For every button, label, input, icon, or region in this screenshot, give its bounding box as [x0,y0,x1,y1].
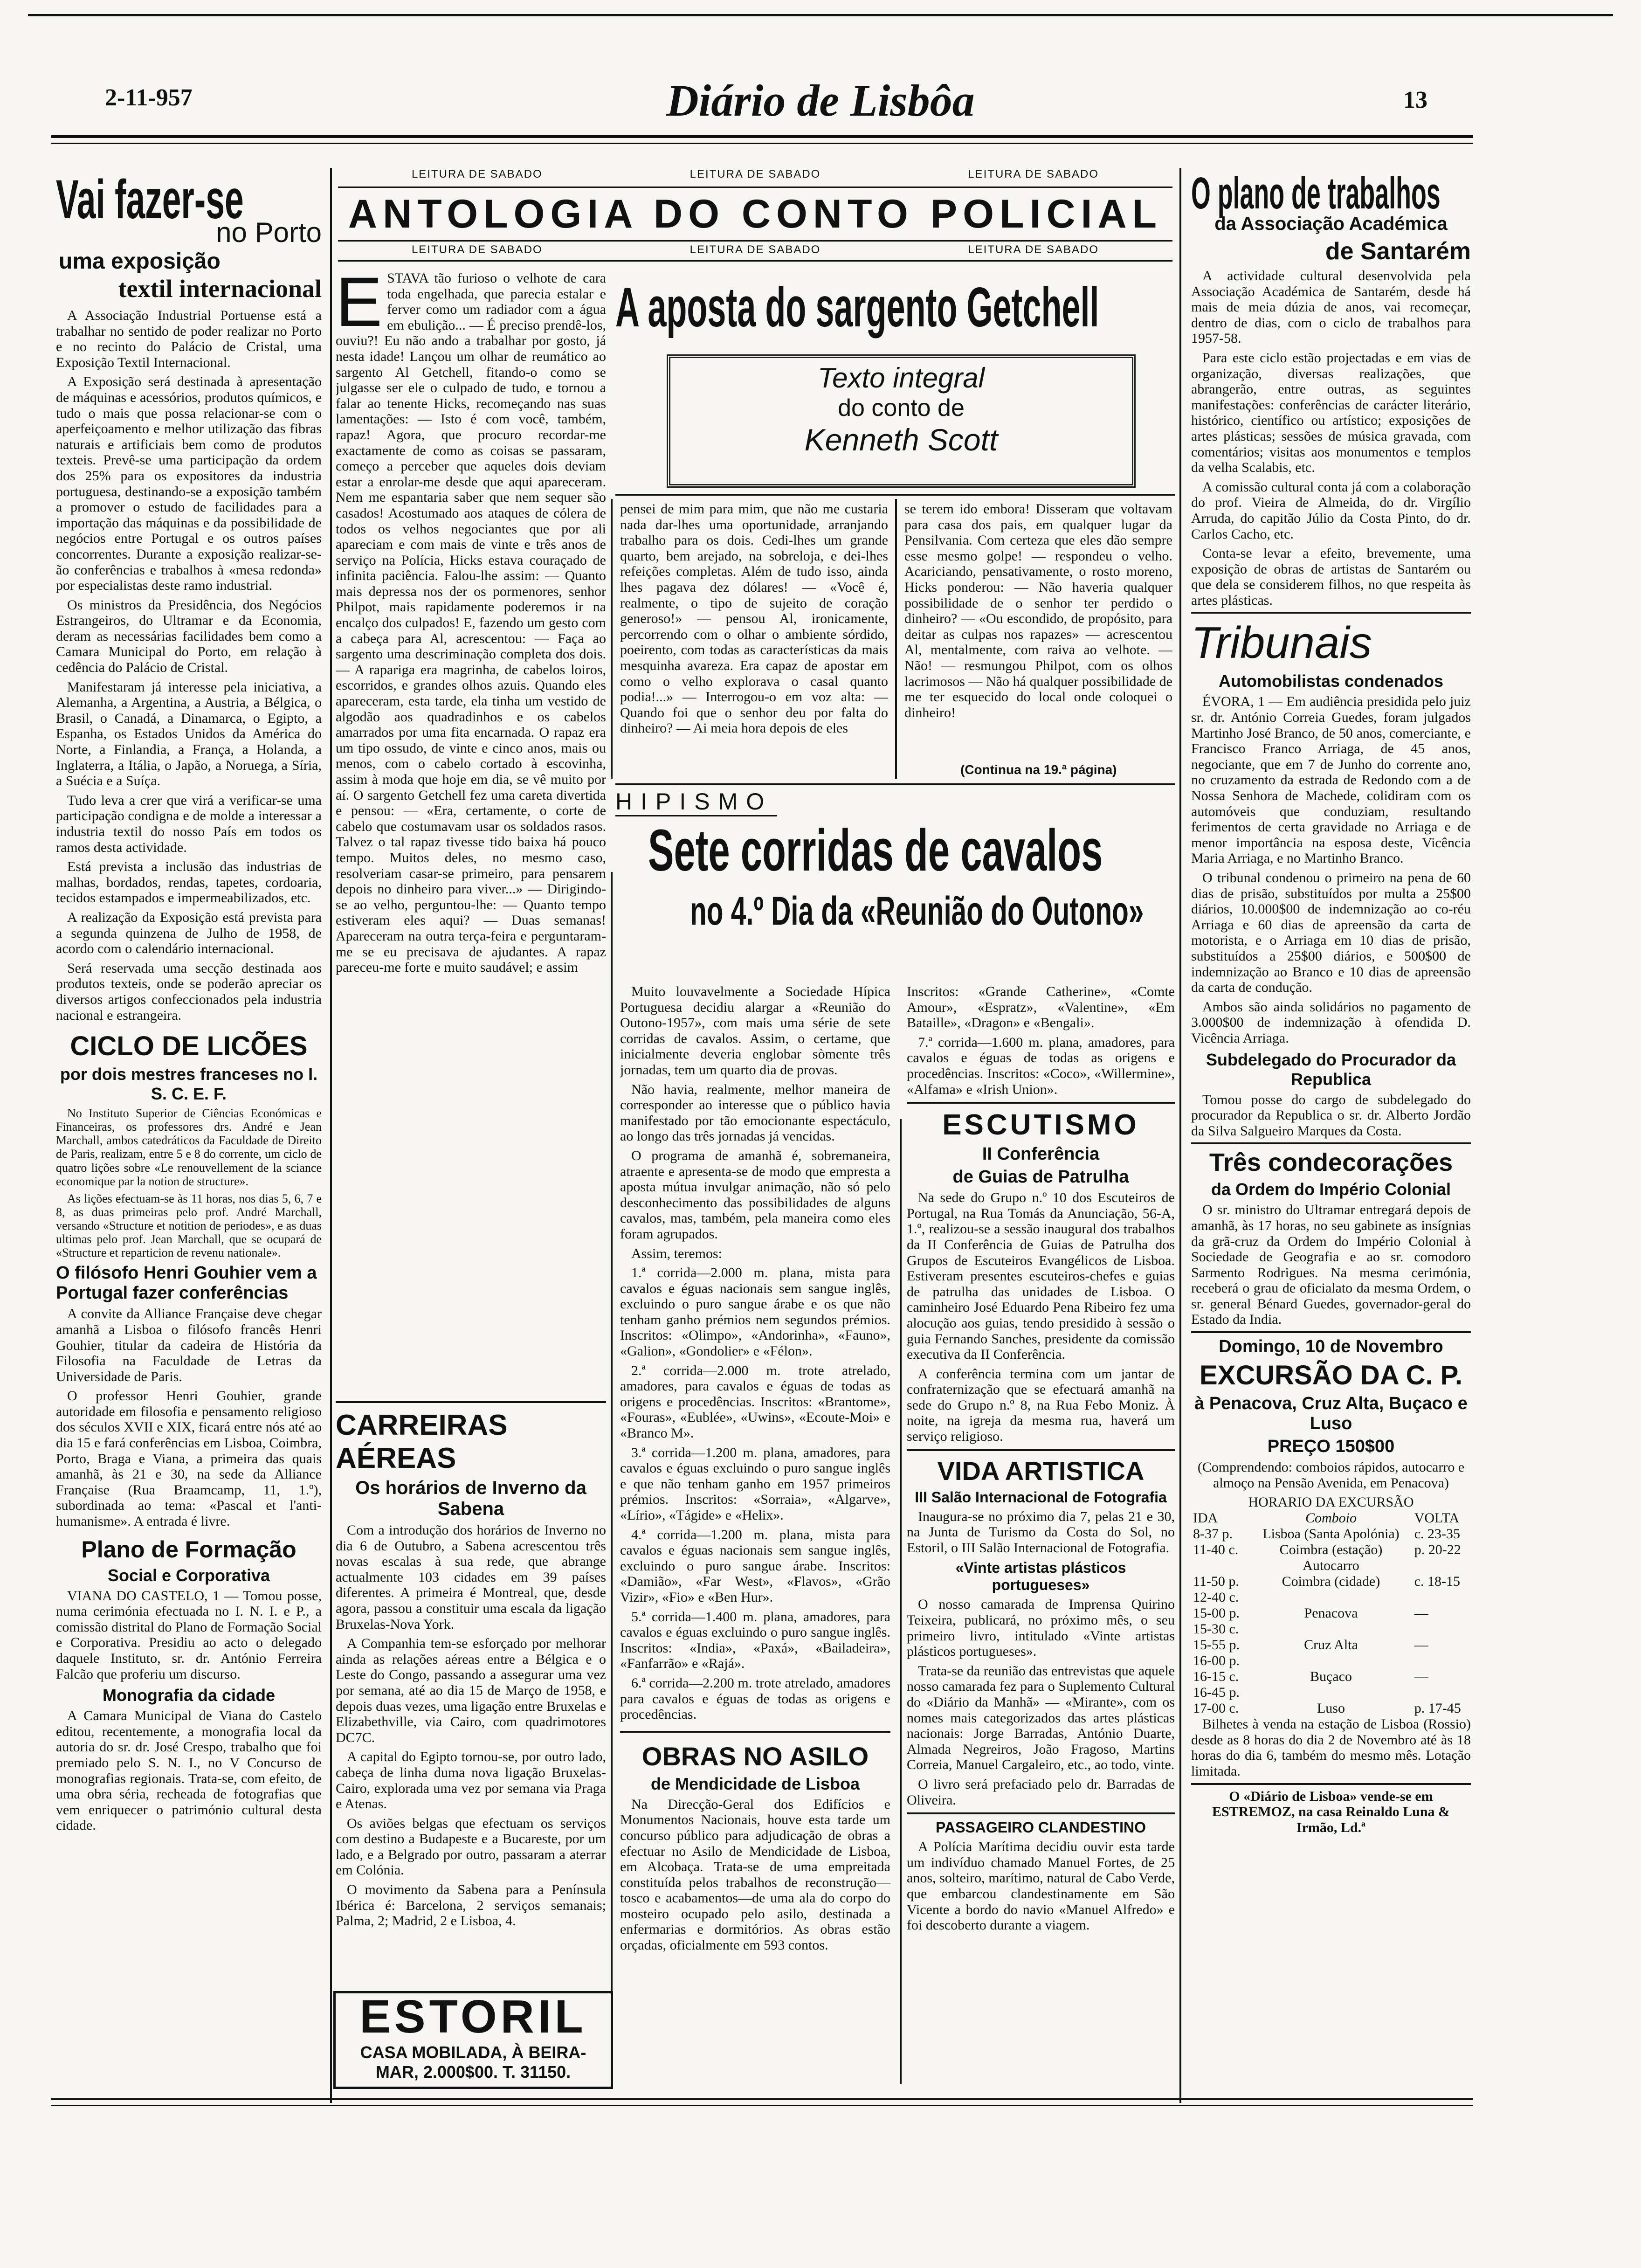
right-column: O plano de trabalhos da Associação Académica de Santarém A actividade cultural desenvolvida pela Associação Académica de Santarém, desde há mais de meia dúzia de anos, vai recomeçar, dentro de dias, com o ciclo de trabalhos para 1957-58. Para este ciclo estão projectadas e em vias de organização, diversas realizações, que abrangerão, entre outras, as seguintes manifestações: conferências de carácter literário, histórico, científico ou artístico; exposições de artes plásticas; sessões de música gravada, com comentários; visitas aos monumentos e templos da velha Scalabis, etc. A comissão cultural conta já com a colaboração do prof. Vieira de Almeida, do dr. Virgílio Arruda, do capitão Júlio da Costa Pinto, do dr. Carlos Cacho, etc. Conta-se levar a efeito, brevemente, uma exposição de obras de artistas de Santarém ou que dela se considerem filhos, no que respeita às artes plásticas. Tribunais Automobilistas condenados ÉVORA, 1 — Em audiência presidida pelo juiz sr. dr. António Correia Guedes, foram julgados Martinho José Branco, de 50 anos, comerciante, e Francisco Franco Arriaga, de 45 anos, negociante, que em 7 de Junho do corrente ano, no cruzamento da estrada de Redondo com a de Nossa Senhora de Machede, colidiram com os automóveis que conduziam, resultando ferimentos de certa gravidade no Arriaga e de menor importância na esposa deste, Vicência Maria Arriaga, e no Martinho Branco. O tribunal condenou o primeiro na pena de 60 dias de prisão, substituídos por multa a 25$00 diários, 10.000$00 de indemnização ao co-réu Arriaga e 60 dias de apreensão da carta de motorista, e o Arriaga em 10 dias de prisão, substituídos a 25$00 diários, e 500$00 de indemnização ao Branco e 10 dias de apreensão da carta de condução. Ambos são ainda solidários no pagamento de 3.000$00 de indemnização à ofendida D. Vicência Arriaga. Subdelegado do Procurador da Republica Tomou posse do cargo de subdelegado do procurador da Republica o sr. dr. Alberto Jordão da Silva Salgueiro Marques da Costa. Três condecorações da Ordem do Império Colonial O sr. ministro do Ultramar entregará depois de amanhã, às 17 horas, no seu gabinete as insígnias da grã-cruz da Ordem do Império Colonial à Sociedade de Geografia e ao sr. comodoro Sarmento Rodrigues. Na mesma cerimónia, receberá o grau de oficialato da mesma Ordem, o sr. general Bénard Guedes, governador-geral do Estado da India. Domingo, 10 de Novembro EXCURSÃO DA C. P. à Penacova, Cruz Alta, Buçaco e Luso PREÇO 150$00 (Comprendendo: comboios rápidos, autocarro e almoço na Pensão Avenida, em Penacova) HORARIO DA EXCURSÃO IDA Comboio VOLTA 8-37 p. Lisboa (Santa Apolónia) c. 23-35 11-40 c. Coimbra (estação) p. 20-22 Autocarro 11-50 p. Coimbra (cidade) c. 18-15 12-40 c. 15-00 p. Penacova — 15-30 c. 15-55 p. Cruz Alta — 16-00 p. 16-15 c. Buçaco — 16-45 p. 17-00 c. Luso p. 17-45 Bilhetes à venda na estação de Lisboa (Rossio) desde as 8 horas do dia 2 de Novembro até às 18 horas do dia 6, também do mesmo mês. Lotação limitada. O «Diário de Lisboa» vende-se em ESTREMOZ, na casa Reinaldo Luna & Irmão, Ld.ª [1191,168,1471,1835]
table-cell: 16-15 c. [1193,1669,1239,1685]
tag-leitura: LEITURA DE SABADO [968,168,1099,180]
headline-vida: VIDA ARTISTICA [937,1456,1145,1486]
table-cell: Lisboa (Santa Apolónia) [1262,1526,1400,1542]
table-row [1191,1558,1471,1574]
paragraph: A Camara Municipal de Viana do Castelo editou, recentemente, a monografia local da autoria do sr. dr. José Crespo, trabalho que foi premiado pelo S. N. I., no V Concurso de monografias regionais. Trata-se, com efeito, de uma obra séria, recheada de fotografias que vem enriquecer o património cultural desta cidade. [56,1708,322,1833]
table-cell: Autocarro [1303,1558,1359,1574]
excursion-date: Domingo, 10 de Novembro [1219,1337,1443,1357]
paragraph: O professor Henri Gouhier, grande autoridade em filosofia e pensamento religioso dos séculos XVII e XIX, ficará entre nós até ao dia 15 e fará conferências em Lisboa, Coimbra, Porto, Braga e Viana, a primeira das quais amanhã, às 21 e 30, na sede da Alliance Française (Rua Braamcamp, 11, 1.º), subordinada ao tema: «Pascal et l'anti-humanisme». A entrada é livre. [56,1388,322,1529]
table-cell: 15-00 p. [1193,1605,1240,1621]
estoril-headline: ESTORIL [359,1991,587,2043]
headline-vai-fazer-se: Vai fazer-se [56,169,244,230]
table-cell: 12-40 c. [1193,1590,1239,1605]
col-header: VOLTA [1414,1510,1460,1526]
table-row [1191,1621,1471,1637]
col-header: Comboio [1305,1510,1357,1526]
paragraph: A realização da Exposição está prevista para a segunda quinzena de Julho de 1958, de acordo com o calendário internacional. [56,909,322,957]
subheadline-santarem: de Santarém [1325,238,1471,265]
table-cell: p. 17-45 [1414,1701,1461,1716]
table-cell: — [1414,1605,1428,1621]
table-cell: 15-30 c. [1193,1621,1239,1637]
headline-ciclo: CICLO DE LICÕES [70,1031,308,1062]
tag-leitura: LEITURA DE SABADO [689,168,821,180]
excursion-price: PREÇO 150$00 [1267,1437,1395,1457]
story-title: A aposta do sargento Getchell [615,276,1099,339]
table-cell: c. 23-35 [1414,1526,1461,1542]
headline-gouhier: O filósofo Henri Gouhier vem a Portugal fazer conferências [56,1263,317,1303]
table-cell [1191,1558,1249,1574]
hipismo-subheadline: no 4.º Dia da «Reunião do Outono» [690,889,1144,933]
headline-exposicao: uma exposição [59,249,221,274]
headline-textil: textil internacional [118,275,322,303]
tag-leitura: LEITURA DE SABADO [411,168,543,180]
headline-carreiras: CARREIRAS AÉREAS [336,1409,508,1474]
subheadline-vida: III Salão Internacional de Fotografia [915,1488,1167,1506]
left-column [56,168,322,2098]
continued-note: (Continua na 19.ª página) [960,762,1117,777]
paragraph: Tudo leva a crer que virá a verificar-se uma participação condigna e de molde a interessar a industria textil do nosso País em todos os ramos desta actividade. [56,792,322,855]
distribution-note: O «Diário de Lisboa» vende-se em ESTREMOZ, na casa Reinaldo Luna & Irmão, Ld.ª [1212,1788,1450,1835]
estoril-ad [333,1991,613,2089]
box-line-3: Kenneth Scott [804,422,998,457]
subheadline-excursao: à Penacova, Cruz Alta, Buçaco e Luso [1194,1394,1468,1434]
subheadline-ordem: da Ordem do Império Colonial [1211,1180,1451,1199]
table-header-row [1191,1510,1471,1526]
table-cell: — [1414,1669,1428,1685]
paragraph: Está prevista a inclusão das industrias de malhas, bordados, rendas, tapetes, cordoaria, tecidos estampados e impermeabilizados, etc. [56,859,322,906]
table-cell: 15-55 p. [1193,1637,1240,1653]
table-row [1191,1574,1471,1590]
table-cell: Penacova [1304,1605,1358,1621]
headline-plano-trabalhos: O plano de trabalhos [1191,168,1441,218]
story-text: ESTAVA tão furioso o velhote de cara toda engelhada, que parecia estalar e ferver como um radiador com a água em ebulição... — É preciso prendê-los, ouviu?! Eu não ando a trabalhar por gosto, já nesta idade! Lançou um olhar de reumático ao sargento Al Getchell, fitando-o como se julgasse ser ele o culpado de tudo, e tornou a falar ao tenente Hicks, recomeçando nas suas lamentações: — Isto é com você, também, rapaz! Agora, que procuro recordar-me exactamente de como as coisas se passaram, começo a perceber que aqueles dois deviam estar a enrolar-me desde que aqui apareceram. Nem me espantaria saber que nem sequer são casados! Acostumado aos ataques de cólera de todos os velhos negociantes que por ali apareciam e com mais de vinte e três anos de serviço na Polícia, Hicks estava couraçado de infinita paciência. Falou-lhe assim: — Quanto mais depressa nos der os pormenores, senhor Philpot, mais rapidamente poderemos ir na encalço dos culpados! E, fazendo um gesto com a cabeça para Al, acrescentou: — Faça ao sargento uma descriminação completa dos dois. — A rapariga era magrinha, de cabelos loiros, escorridos, e grandes olhos azuis. Quando eles apareceram, esta tarde, ela tinha um vestido de algodão aos quadradinhos e os cabelos amarrados por uma fita encarnada. O rapaz era um tipo ossudo, de vinte e cinco anos, mais ou menos, com o cabelo cortado à escovinha, assim à moda que hoje em dia, se vê muito por aí. O sargento Getchell fez uma careta divertida e pensou: — «Era, certamente, o corte de cabelo que costumavam usar os soldados rasos. Talvez o tal rapaz tivesse tido baixa há pouco tempo. Muitos deles, no mesmo caso, resolveriam casar-se primeiro, para pensarem depois no dinheiro para viver...» — Dirigindo-se ao velho, perguntou-lhe: — Quanto tempo estiveram eles aqui? — Duas semanas! Apareceram na outra terça-feira e perguntaram-me se eu precisava de ajudantes. A rapaz pareceu-me forte e muito saudável; e assim [336,270,606,975]
table-row [1191,1590,1471,1605]
carreiras-column: CARREIRAS AÉREAS Os horários de Inverno da Sabena Com a introdução dos horários de Inverno no dia 6 de Outubro, a Sabena acrescentou três novas escalas à sua rede, que abrange actualmente 103 cidades em 39 países diferentes. A primeira é Montreal, que, desde agora, passou a constituir uma escala da ligação Bruxelas-Nova York. A Companhia tem-se esforçado por melhorar ainda as relações aéreas entre a Bélgica e o Leste do Congo, passando a assegurar uma vez por semana, até ao dia 15 de Março de 1958, e depois duas vezes, uma ligação entre Bruxelas e Elizabethville, via Cairo, com quadrimotores DC7C. A capital do Egipto tornou-se, por outro lado, cabeça de linha duma nova ligação Bruxelas-Cairo, explorada uma vez por semana via Praga e Atenas. Os aviões belgas que efectuam os serviços com destino a Budapeste e a Bucareste, por um lado, e a Belgrado por outro, passaram a aterrar em Colónia. O movimento da Sabena para a Península Ibérica é: Barcelona, 2 serviços semanais; Palma, 2; Madrid, 2 e Lisboa, 4. [336,1409,606,1929]
table-cell: Buçaco [1310,1669,1352,1685]
headline-escutismo: ESCUTISMO [942,1109,1139,1141]
box-line-1: Texto integral [817,362,985,394]
subheadline-carreiras: Os horários de Inverno da Sabena [355,1478,586,1519]
hipismo-column-2: Inscritos: «Grande Catherine», «Comte Amour», «Espratz», «Valentine», «Em Bataille», «Dragon» e «Bengali». 7.ª corrida—1.600 m. plana, amadores, para cavalos e éguas de todas as origens e procedências. Inscritos: «Coco», «Willermine», «Alfama» e «Irish Union». ESCUTISMO II Conferência de Guias de Patrulha Na sede do Grupo n.º 10 dos Escuteiros de Portugal, na Rua Tomás da Anunciação, 56-A, 1.º, realizou-se a sessão inaugural dos trabalhos da II Conferência de Guias de Patrulha dos Grupos de Escuteiros Evangélicos de Lisboa. Estiveram presentes escuteiros-chefes e guias de patrulha das unidades de Lisboa. O caminheiro José Eduardo Pena Ribeiro fez uma alocução aos guias, tendo presidido à sessão o guia Fernando Sanches, presidente da comissão executiva da II Conferência. A conferência termina com um jantar de confraternização que se efectuará amanhã na sede do Grupo n.º 8, na Rua Febo Moniz. À noite, na igreja da mesma rua, haverá um serviço religioso. VIDA ARTISTICA III Salão Internacional de Fotografia Inaugura-se no próximo dia 7, pelas 21 e 30, na Junta de Turismo da Costa do Sol, no Estoril, o III Salão Internacional de Fotografia. «Vinte artistas plásticos portugueses» O nosso camarada de Imprensa Quirino Teixeira, publicará, no próximo mês, o seu primeiro livro, intitulado «Vinte artistas plásticos portugueses». Trata-se da reunião das entrevistas que aquele nosso camarada fez para o Suplemento Cultural do «Diário da Manhã» — «Mirante», com os nomes mais categorizados das artes plásticas nacionais: Jorge Barradas, António Duarte, Almada Negreiros, João Fragoso, Martins Correia, Manuel Cargaleiro, etc., ao todo, vinte. O livro será prefaciado pelo dr. Barradas de Oliveira. PASSAGEIRO CLANDESTINO A Polícia Marítima decidiu ouvir esta tarde um indivíduo chamado Manuel Fortes, de 25 anos, solteiro, marítimo, natural de Cabo Verde, que embarcou clandestinamente em São Vicente a bordo do navio «Manuel Alfredo» e foi descoberto durante a viagem. [907,984,1175,1933]
headline-passageiro: PASSAGEIRO CLANDESTINO [936,1819,1146,1836]
headline-asilo: OBRAS NO ASILO [641,1741,869,1771]
table-cell [1413,1590,1471,1605]
tag-leitura: LEITURA DE SABADO [968,243,1099,256]
table-cell [1249,1621,1412,1637]
table-cell: 17-00 c. [1193,1701,1239,1716]
page-date: 2-11-957 [105,84,193,111]
hipismo-header [615,788,1175,881]
subheadline-escutismo-1: II Conferência [982,1144,1100,1164]
headline-subdelegado: Subdelegado do Procurador da Republica [1206,1050,1456,1089]
box-line-2: do conto de [838,394,965,422]
antologia-header [338,168,1172,266]
paragraph: Será reservada uma secção destinada aos produtos texteis, onde se poderão apreciar os diversos artigos confeccionados pela industria nacional e estrangeira. [56,960,322,1023]
subheadline-plano: Social e Corporativa [107,1565,270,1585]
paragraph: A convite da Alliance Française deve chegar amanhã a Lisboa o filósofo francês Henri Gouhier, titular da cadeira de História da Filosofia na Faculdade de Letras da Universidade de Paris. [56,1306,322,1384]
antologia-title: ANTOLOGIA DO CONTO POLICIAL [348,192,1163,236]
subheadline-ciclo: por dois mestres franceses no I. S. C. E. F. [60,1065,318,1104]
headline-monografia: Monografia da cidade [102,1686,276,1705]
table-row [1191,1669,1471,1685]
paragraph: A Exposição será destinada à apresentação de máquinas e acessórios, produtos químicos, e tudo o mais que possa relacionar-se com o aperfeiçoamento e melhor utilização das fibras naturais e artificiais bem como de produtos texteis. Prevê-se uma participação da ordem dos 25% para os expositores da industria portuguesa, destinando-se a exposição também a promover o estudo de facilidades para a importação das máquinas e da possibilidade de negócios entre Portugal e os outros países concorrentes. Durante a exposição realizar-se-ão conferências e trabalhos à «mesa redonda» por especialistas deste ramo industrial. [56,374,322,594]
headline-condecoracoes: Três condecorações [1209,1148,1453,1177]
headline-excursao: EXCURSÃO DA C. P. [1200,1360,1462,1391]
hipismo-tag: HIPISMO [615,788,777,816]
table-cell: 16-00 p. [1193,1653,1240,1669]
table-cell [1249,1653,1412,1669]
table-cell [1413,1653,1471,1669]
excursion-schedule [1191,1510,1471,1716]
headline-no-porto: no Porto [216,217,322,248]
subheadline-vinte: «Vinte artistas plásticos portugueses» [955,1559,1126,1594]
tag-leitura: LEITURA DE SABADO [689,243,821,256]
table-cell [1413,1685,1471,1701]
paragraph: No Instituto Superior de Ciências Económicas e Financeiras, os professores drs. André e Jean Marchall, ambos catedráticos da Faculdade de Direito de Paris, realizam, entre 5 e 8 do corrente, um ciclo de quatro lições sobre «Le renouvellement de la sciance economique par la notion de structure». [56,1106,322,1188]
subheadline-escutismo-2: de Guias de Patrulha [952,1167,1129,1187]
excursion-schedule-title: HORARIO DA EXCURSÃO [1248,1494,1414,1510]
table-cell: Luso [1317,1701,1345,1716]
table-cell: 16-45 p. [1193,1685,1240,1701]
estoril-text: CASA MOBILADA, À BEIRA-MAR, 2.000$00. T. 31150. [360,2043,586,2081]
table-row [1191,1605,1471,1621]
subheadline-automobilistas: Automobilistas condenados [1218,671,1444,691]
table-cell: c. 18-15 [1414,1574,1461,1590]
table-cell: 11-50 p. [1193,1574,1239,1590]
table-cell: p. 20-22 [1414,1542,1461,1558]
story-column-3: se terem ido embora! Disseram que voltavam para casa dos pais, em qualquer lugar da Pensilvania. Com certeza que eles dão sempre esse mesmo golpe! — respondeu o velho. Acariciando, pensativamente, o rosto moreno, Hicks ponderou: — Não haveria qualquer possibilidade de o senhor ter perdido o dinheiro? — «Ou escondido, de propósito, para deitar as culpas nos rapazes» — acrescentou Al, mentalmente, com raiva ao velhote. — Não! — resmungou Philpot, com os olhos lacrimosos — Não há qualquer possibilidade de me ter esquecido do local onde coloquei o dinheiro! [904,501,1172,720]
table-cell [1249,1590,1412,1605]
col-header: IDA [1193,1510,1218,1526]
table-cell: Coimbra (estação) [1279,1542,1383,1558]
table-row [1191,1653,1471,1669]
table-cell: Cruz Alta [1304,1637,1358,1653]
story-header [615,275,1175,494]
table-row [1191,1685,1471,1701]
subheadline-asilo: de Mendicidade de Lisboa [650,1774,860,1793]
hipismo-column-1: Muito louvavelmente a Sociedade Hípica Portuguesa decidiu alargar a «Reunião do Outono-1957», com mais uma série de sete corridas de cavalos. Assim, o certame, que inicialmente deveria englobar sòmente três jornadas, tem um quarto dia de provas. Não havia, realmente, melhor maneira de corresponder ao interesse que o público havia manifestado por tão emocionante espectáculo, ao longo das três jornadas já vencidas. O programa de amanhã é, sobremaneira, atraente e apresenta-se de modo que empresta a aposta mútua invulgar animação, não só pelo desconhecimento das possibilidades de alguns cavalos, mas, também, pela maneira como eles foram agrupados. Assim, teremos: 1.ª corrida—2.000 m. plana, mista para cavalos e éguas nacionais sem sangue inglês, excluindo o puro sangue árabe e os que não tenham ganho prémios nem segundos prémios. Inscritos: «Olimpo», «Andorinha», «Fauno», «Galion», «Gondolier» e «Félon». 2.ª corrida—2.000 m. trote atrelado, amadores, para cavalos e éguas de todas as origens e procedências. Inscritos: «Brantome», «Fouras», «Eublée», «Uwins», «Ecoute-Moi» e «Branco M». 3.ª corrida—1.200 m. plana, amadores, para cavalos e éguas excluindo o puro sangue inglês e que não tenham ganho em 1957 primeiros prémios. Inscritos: «Sorraia», «Algarve», «Lírio», «Tágide» e «Helix». 4.ª corrida—1.200 m. plana, mista para cavalos e éguas nacionais sem sangue inglês, excluindo o puro sangue árabe. Inscritos: «Damião», «Far West», «Flavos», «Grão Vizir», «Fio» e «Ben Hur». 5.ª corrida—1.400 m. plana, amadores, para cavalos e éguas excluindo o puro sangue inglês. Inscritos: «India», «Paxá», «Bailadeira», «Fanfarrão» e «Rajá». 6.ª corrida—2.200 m. trote atrelado, amadores para cavalos e éguas de todas as origens e procedências. OBRAS NO ASILO de Mendicidade de Lisboa Na Direcção-Geral dos Edifícios e Monumentos Nacionais, houve esta tarde um concurso público para adjudicação de obras a efectuar no Asilo de Mendicidade de Lisboa, em Alcobaça. Trata-se de uma empreitada constituída pelos trabalhos de reconstrução—tosco e acabamentos—de uma ala do corpo do mosteiro ocupado pelo asilo, destinada a enfermarias e dormitórios. As obras estão orçadas, oficialmente em 593 contos. [620,984,890,1953]
table-row [1191,1526,1471,1542]
table-row [1191,1542,1471,1558]
paragraph: VIANA DO CASTELO, 1 — Tomou posse, numa cerimónia efectuada no I. N. I. e P., a comissão distrital do Plano de Formação Social e Corporativa. Presidiu ao acto o delegado daquele Instituto, sr. dr. António Ferreira Falcão que proferiu um discurso. [56,1588,322,1682]
story-box [667,354,1136,488]
newspaper-title: Diário de Lisbôa [666,76,975,125]
table-row [1191,1637,1471,1653]
paragraph: Manifestaram já interesse pela iniciativa, a Alemanha, a Argentina, a Austria, a Bélgica, o Brasil, o Canadá, a Dinamarca, o Egipto, a Espanha, os Estados Unidos da América do Norte, a Finlandia, a França, a Holanda, a Inglaterra, a Itália, o Japão, a Noruega, a Síria, a Suécia e a Suíça. [56,679,322,789]
subheadline-associacao: da Associação Académica [1214,214,1448,234]
table-cell [1413,1621,1471,1637]
table-cell [1249,1685,1412,1701]
paragraph: Os ministros da Presidência, dos Negócios Estrangeiros, do Ultramar e da Economia, deram as necessárias facilidades bem como a Camara Municipal do Porto, em relação à cedência do Palácio de Cristal. [56,597,322,676]
table-row [1191,1701,1471,1716]
paragraph: As lições efectuam-se às 11 horas, nos dias 5, 6, 7 e 8, as duas primeiras pelo prof. André Marchall, versando «Structure et notition de periodes», e as duas ultimas pelo prof. Jean Marchall, que se ocupará de «Structure et reparticion de revenu nationale». [56,1191,322,1260]
table-cell: 8-37 p. [1193,1526,1233,1542]
table-cell: 11-40 c. [1193,1542,1239,1558]
headline-plano: Plano de Formação [81,1536,296,1563]
table-cell: — [1414,1637,1428,1653]
tag-leitura: LEITURA DE SABADO [411,243,543,256]
story-column-2: pensei de mim para mim, que não me custaria nada dar-lhes uma oportunidade, arranjando trabalho para os dois. Cedi-lhes um grande quarto, bem arejado, na sobreloja, e dei-lhes refeições completas. Além de tudo isso, ainda lhes pagava dez dólares! — «Você é, realmente, o tipo de sujeito de coração generoso!» — pensou Al, ironicamente, percorrendo com o olhar o ambiente sórdido, poeirento, com todas as características da mais mesquinha avareza. Era capaz de apostar em como o velho explorava o casal quanto podia!...» — Interrogou-o em voz alta: — Quando foi que o senhor deu por falta do dinheiro? — Ai meia hora depois de eles [620,501,888,736]
table-cell [1413,1558,1471,1574]
paragraph: A Associação Industrial Portuense está a trabalhar no sentido de poder realizar no Porto e no recinto do Palácio de Cristal, uma Exposição Textil Internacional. [56,308,322,370]
page-number: 13 [1403,87,1427,113]
hipismo-headline: Sete corridas de cavalos [648,817,1103,883]
headline-tribunais: Tribunais [1191,618,1372,668]
table-cell: Coimbra (cidade) [1282,1574,1380,1590]
drop-cap: E [336,270,383,341]
